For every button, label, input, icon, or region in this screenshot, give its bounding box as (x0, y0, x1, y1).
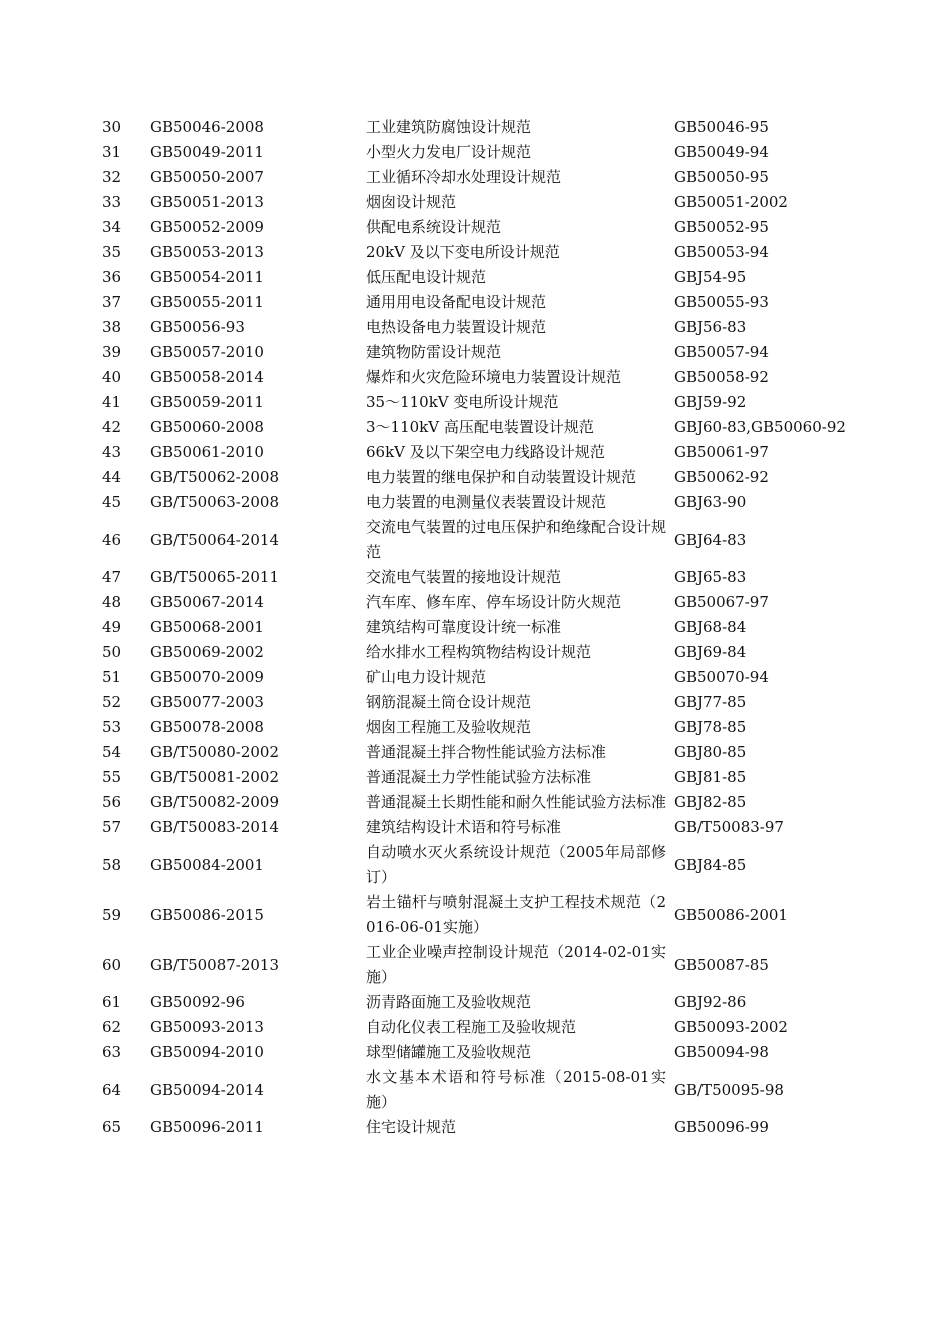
standard-name: 自动化仪表工程施工及验收规范 (366, 1018, 577, 1036)
standard-code: GB/T50064-2014 (150, 530, 280, 549)
table-row (92, 690, 852, 715)
replaced-standard: GB50050-95 (674, 168, 769, 186)
table-row (92, 665, 852, 690)
replaced-standard: GBJ64-83 (674, 530, 747, 549)
replaced-standard: GBJ60-83,GB50060-92 (674, 418, 846, 436)
standard-code: GB/T50087-2013 (150, 955, 280, 974)
row-number: 51 (102, 668, 122, 686)
standard-code: GB50049-2011 (150, 143, 264, 161)
standard-code: GB50061-2010 (150, 443, 264, 461)
standard-code: GB50060-2008 (150, 418, 264, 436)
standard-name: 普通混凝土力学性能试验方法标准 (366, 768, 592, 786)
standard-code: GB50077-2003 (150, 693, 264, 711)
row-number: 36 (102, 268, 122, 286)
standard-code: GB50084-2001 (150, 855, 264, 874)
row-number: 41 (102, 393, 122, 411)
standard-name: 建筑结构可靠度设计统一标准 (366, 618, 562, 636)
standard-name: 交流电气装置的接地设计规范 (366, 568, 562, 586)
row-number: 58 (102, 855, 122, 874)
replaced-standard: GB50087-85 (674, 955, 769, 974)
table-row (92, 740, 852, 765)
table-row (92, 990, 852, 1015)
row-number: 55 (102, 768, 122, 786)
standard-code: GB50051-2013 (150, 193, 264, 211)
standard-name: 住宅设计规范 (366, 1118, 457, 1136)
row-number: 49 (102, 618, 122, 636)
row-number: 44 (102, 468, 122, 486)
replaced-standard: GBJ78-85 (674, 718, 747, 736)
row-number: 34 (102, 218, 122, 236)
standard-code: GB50059-2011 (150, 393, 264, 411)
replaced-standard: GB50052-95 (674, 218, 769, 236)
replaced-standard: GBJ84-85 (674, 855, 747, 874)
standard-name: 钢筋混凝土筒仓设计规范 (366, 693, 532, 711)
standard-name: 建筑物防雷设计规范 (366, 343, 502, 361)
row-number: 33 (102, 193, 122, 211)
replaced-standard: GB50061-97 (674, 443, 769, 461)
replaced-standard: GBJ65-83 (674, 568, 747, 586)
standard-code: GB/T50083-2014 (150, 818, 280, 836)
standard-name: 球型储罐施工及验收规范 (366, 1043, 532, 1061)
table-row (92, 265, 852, 290)
replaced-standard: GB50055-93 (674, 293, 769, 311)
standard-code: GB50068-2001 (150, 618, 264, 636)
replaced-standard: GB50053-94 (674, 243, 769, 261)
standard-name: 低压配电设计规范 (366, 268, 487, 286)
row-number: 32 (102, 168, 122, 186)
replaced-standard: GB50093-2002 (674, 1018, 788, 1036)
standard-name: 电热设备电力装置设计规范 (366, 318, 547, 336)
standard-code: GB50092-96 (150, 993, 245, 1011)
row-number: 38 (102, 318, 122, 336)
table-row (92, 440, 852, 465)
row-number: 52 (102, 693, 122, 711)
table-row (92, 365, 852, 390)
row-number: 30 (102, 118, 122, 136)
row-number: 31 (102, 143, 122, 161)
standard-code: GB/T50080-2002 (150, 743, 280, 761)
replaced-standard: GB50094-98 (674, 1043, 769, 1061)
row-number: 43 (102, 443, 122, 461)
standard-code: GB50094-2010 (150, 1043, 264, 1061)
row-number: 62 (102, 1018, 122, 1036)
table-row (92, 290, 852, 315)
standards-table-body (92, 115, 852, 1140)
table-row (92, 315, 852, 340)
standard-name: 自动喷水灭火系统设计规范（2005年局部修订） (366, 843, 666, 886)
row-number: 45 (102, 493, 122, 511)
table-row (92, 565, 852, 590)
replaced-standard: GB50086-2001 (674, 905, 788, 924)
table-row (92, 890, 852, 940)
table-row (92, 1040, 852, 1065)
replaced-standard: GBJ56-83 (674, 318, 747, 336)
table-row (92, 240, 852, 265)
standard-name: 电力装置的电测量仪表装置设计规范 (366, 493, 607, 511)
standard-name: 工业建筑防腐蚀设计规范 (366, 118, 532, 136)
replaced-standard: GB50067-97 (674, 593, 769, 611)
standard-code: GB50057-2010 (150, 343, 264, 361)
table-row (92, 165, 852, 190)
standard-name: 通用用电设备配电设计规范 (366, 293, 547, 311)
replaced-standard: GBJ82-85 (674, 793, 747, 811)
table-row (92, 465, 852, 490)
replaced-standard: GB/T50083-97 (674, 818, 784, 836)
replaced-standard: GBJ69-84 (674, 643, 747, 661)
replaced-standard: GB50051-2002 (674, 193, 788, 211)
table-row (92, 840, 852, 890)
row-number: 64 (102, 1080, 122, 1099)
replaced-standard: GBJ59-92 (674, 393, 747, 411)
replaced-standard: GBJ63-90 (674, 493, 747, 511)
standard-name: 烟囱工程施工及验收规范 (366, 718, 532, 736)
table-row (92, 140, 852, 165)
table-row (92, 415, 852, 440)
replaced-standard: GB50058-92 (674, 368, 769, 386)
table-row (92, 640, 852, 665)
standard-name: 20kV 及以下变电所设计规范 (366, 243, 560, 261)
row-number: 50 (102, 643, 122, 661)
replaced-standard: GB50046-95 (674, 118, 769, 136)
standard-code: GB50094-2014 (150, 1080, 264, 1099)
replaced-standard: GB50062-92 (674, 468, 769, 486)
replaced-standard: GB50070-94 (674, 668, 769, 686)
standard-code: GB/T50081-2002 (150, 768, 280, 786)
standard-code: GB50093-2013 (150, 1018, 264, 1036)
replaced-standard: GBJ54-95 (674, 268, 747, 286)
standard-name: 沥青路面施工及验收规范 (366, 993, 532, 1011)
table-row (92, 590, 852, 615)
standard-code: GB50069-2002 (150, 643, 264, 661)
replaced-standard: GBJ77-85 (674, 693, 747, 711)
table-row (92, 390, 852, 415)
standard-code: GB50056-93 (150, 318, 245, 336)
row-number: 53 (102, 718, 122, 736)
standard-code: GB50054-2011 (150, 268, 264, 286)
standard-name: 矿山电力设计规范 (366, 668, 487, 686)
standard-code: GB50086-2015 (150, 905, 264, 924)
standard-name: 小型火力发电厂设计规范 (366, 143, 532, 161)
table-row (92, 490, 852, 515)
row-number: 56 (102, 793, 122, 811)
row-number: 37 (102, 293, 122, 311)
table-row (92, 115, 852, 140)
standard-name: 汽车库、修车库、停车场设计防火规范 (366, 593, 622, 611)
row-number: 63 (102, 1043, 122, 1061)
table-row (92, 790, 852, 815)
standards-table (92, 115, 852, 1140)
standard-name: 岩土锚杆与喷射混凝土支护工程技术规范（2016-06-01实施） (366, 893, 666, 936)
standard-name: 爆炸和火灾危险环境电力装置设计规范 (366, 368, 622, 386)
standard-name: 普通混凝土拌合物性能试验方法标准 (366, 743, 607, 761)
standard-code: GB50078-2008 (150, 718, 264, 736)
table-row (92, 1065, 852, 1115)
standard-code: GB/T50082-2009 (150, 793, 280, 811)
replaced-standard: GB50049-94 (674, 143, 769, 161)
row-number: 40 (102, 368, 122, 386)
standard-name: 普通混凝土长期性能和耐久性能试验方法标准 (366, 793, 667, 811)
row-number: 61 (102, 993, 122, 1011)
table-row (92, 515, 852, 565)
standard-name: 供配电系统设计规范 (366, 218, 502, 236)
replaced-standard: GB50096-99 (674, 1118, 769, 1136)
row-number: 59 (102, 905, 122, 924)
table-row (92, 190, 852, 215)
standard-code: GB50058-2014 (150, 368, 264, 386)
standard-name: 工业企业噪声控制设计规范（2014-02-01实施） (366, 943, 666, 986)
table-row (92, 615, 852, 640)
row-number: 65 (102, 1118, 122, 1136)
row-number: 39 (102, 343, 122, 361)
standard-name: 水文基本术语和符号标准（2015-08-01实施） (366, 1068, 666, 1111)
standard-code: GB/T50062-2008 (150, 468, 280, 486)
standard-code: GB50055-2011 (150, 293, 264, 311)
row-number: 35 (102, 243, 122, 261)
replaced-standard: GBJ92-86 (674, 993, 747, 1011)
table-row (92, 715, 852, 740)
replaced-standard: GBJ80-85 (674, 743, 747, 761)
replaced-standard: GB50057-94 (674, 343, 769, 361)
standard-code: GB50067-2014 (150, 593, 264, 611)
table-row (92, 765, 852, 790)
replaced-standard: GB/T50095-98 (674, 1080, 784, 1099)
standard-name: 电力装置的继电保护和自动装置设计规范 (366, 468, 637, 486)
standard-name: 工业循环冷却水处理设计规范 (366, 168, 562, 186)
standard-name: 交流电气装置的过电压保护和绝缘配合设计规范 (366, 518, 667, 561)
standard-code: GB50050-2007 (150, 168, 264, 186)
standard-code: GB50096-2011 (150, 1118, 264, 1136)
replaced-standard: GBJ68-84 (674, 618, 747, 636)
table-row (92, 215, 852, 240)
standard-code: GB50052-2009 (150, 218, 264, 236)
table-row (92, 340, 852, 365)
standard-code: GB/T50063-2008 (150, 493, 280, 511)
standard-code: GB50070-2009 (150, 668, 264, 686)
table-row (92, 940, 852, 990)
row-number: 54 (102, 743, 122, 761)
standard-code: GB50046-2008 (150, 118, 264, 136)
standard-name: 35～110kV 变电所设计规范 (366, 393, 559, 411)
table-row (92, 1015, 852, 1040)
row-number: 48 (102, 593, 122, 611)
table-row (92, 1115, 852, 1140)
standard-name: 建筑结构设计术语和符号标准 (366, 818, 562, 836)
table-row (92, 815, 852, 840)
standard-name: 给水排水工程构筑物结构设计规范 (366, 643, 592, 661)
standard-code: GB50053-2013 (150, 243, 264, 261)
row-number: 46 (102, 530, 122, 549)
standard-name: 66kV 及以下架空电力线路设计规范 (366, 443, 605, 461)
row-number: 57 (102, 818, 122, 836)
replaced-standard: GBJ81-85 (674, 768, 747, 786)
standard-code: GB/T50065-2011 (150, 568, 280, 586)
standard-name: 3～110kV 高压配电装置设计规范 (366, 418, 594, 436)
row-number: 42 (102, 418, 122, 436)
standard-name: 烟囱设计规范 (366, 193, 457, 211)
row-number: 60 (102, 955, 122, 974)
row-number: 47 (102, 568, 122, 586)
